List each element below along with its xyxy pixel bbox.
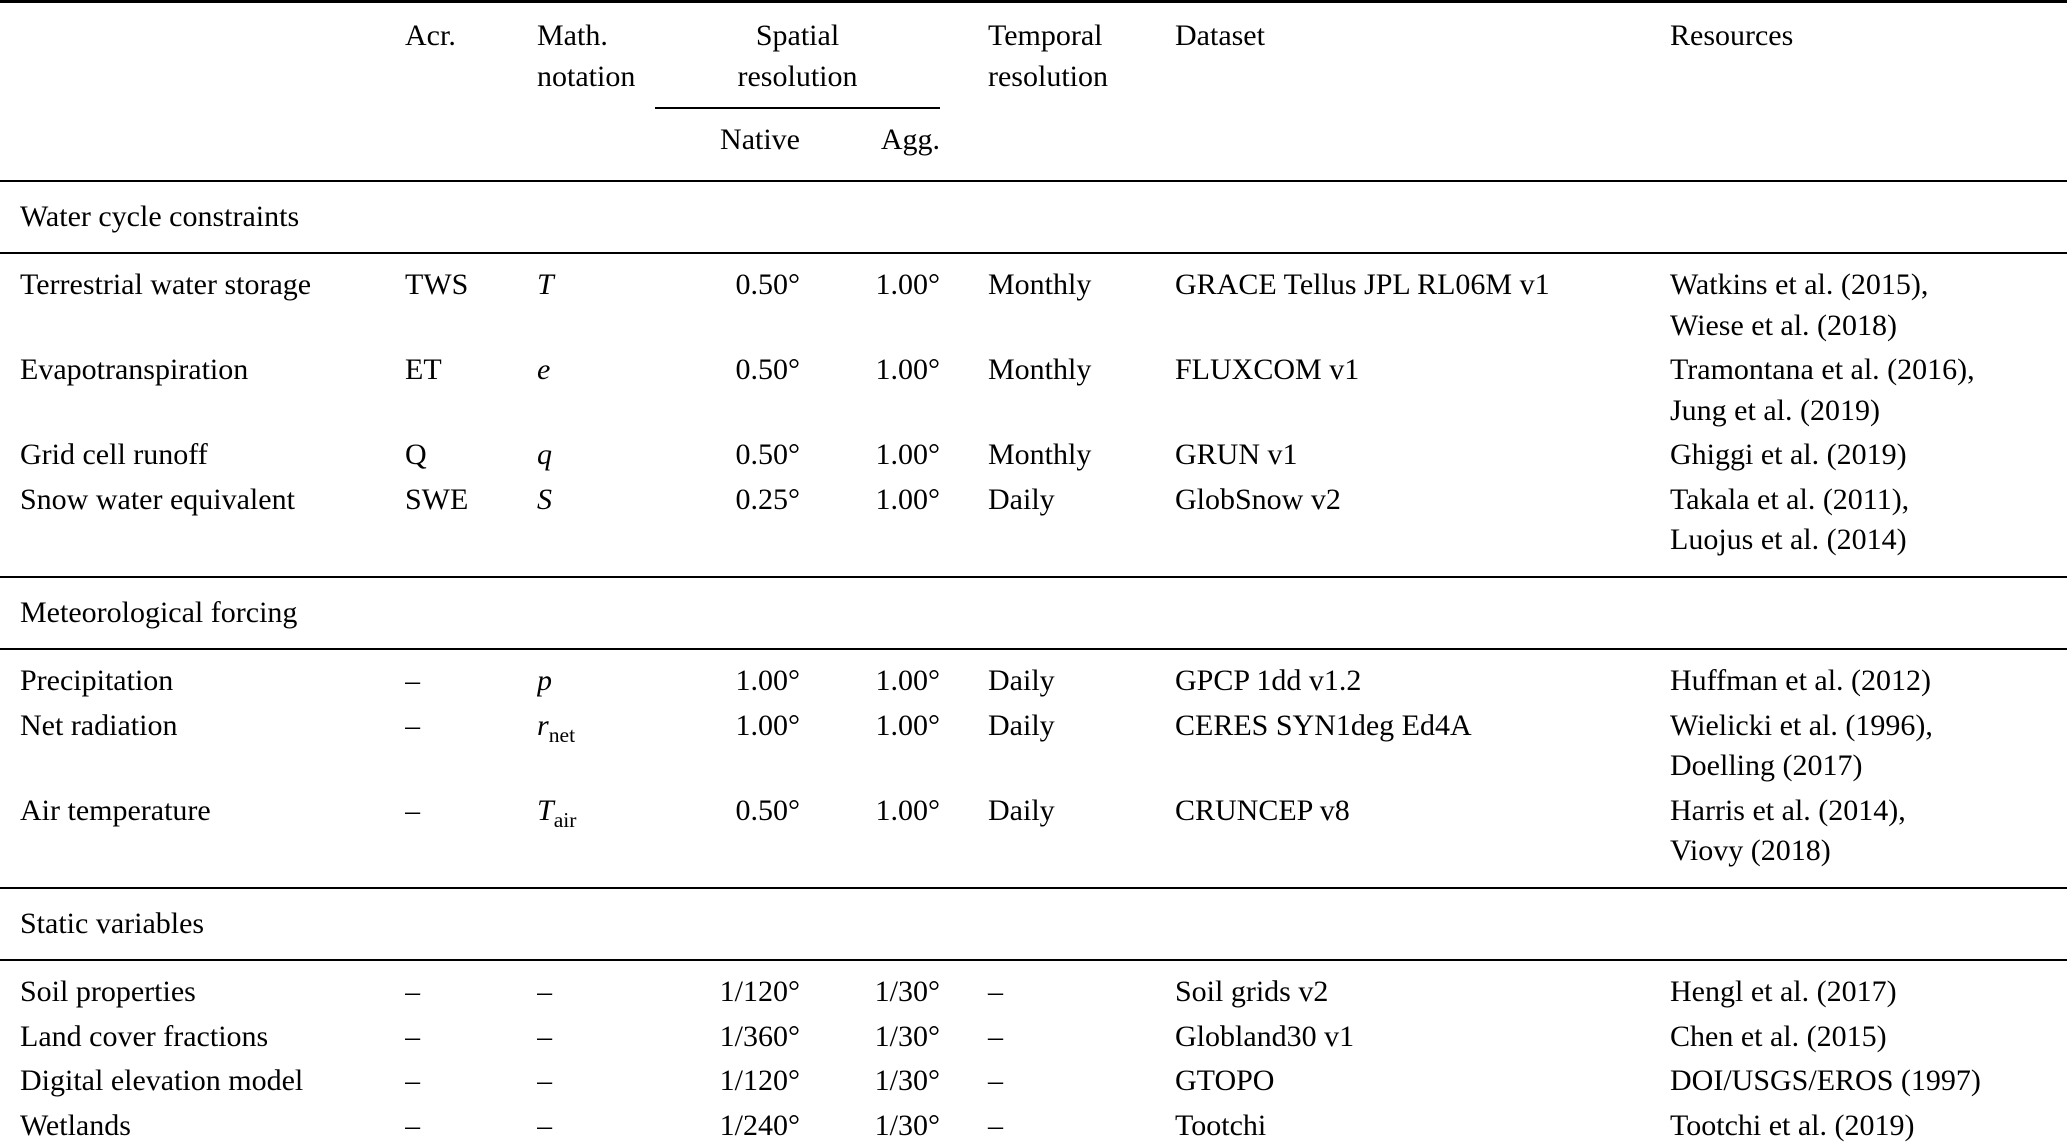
- native-resolution-cell: 1.00°: [735, 708, 800, 742]
- table-row: [0, 704, 2067, 789]
- math-notation-cell: $T_{air}$: [537, 793, 577, 832]
- resource-line: Viovy (2018): [1670, 834, 1831, 867]
- dataset-cell: GTOPO: [1175, 1064, 1275, 1097]
- dataset-cell: GlobSnow v2: [1175, 482, 1341, 516]
- math-notation-cell: p: [537, 664, 552, 697]
- variable-cell: Terrestrial water storage: [20, 268, 312, 301]
- aggregated-resolution-cell: 1.00°: [875, 708, 940, 742]
- section-rows: [0, 253, 2067, 577]
- resource-line: Doelling (2017): [1670, 749, 1863, 782]
- native-resolution-cell: 1/120°: [719, 1064, 800, 1097]
- dataset-cell: Soil grids v2: [1175, 975, 1329, 1008]
- variable-cell: Precipitation: [20, 664, 174, 697]
- acronym-cell: –: [405, 1108, 420, 1142]
- section-label: Water cycle constraints: [0, 181, 2067, 254]
- table-row: [0, 433, 2067, 478]
- resource-line: Huffman et al. (2012): [1670, 664, 1932, 697]
- dataset-cell: Globland30 v1: [1175, 1019, 1355, 1053]
- aggregated-resolution-cell: 1/30°: [874, 1019, 940, 1053]
- math-notation-cell: –: [537, 1108, 552, 1142]
- temporal-resolution-cell: Monthly: [988, 438, 1092, 471]
- section-rows: [0, 960, 2067, 1148]
- table-row: [0, 1104, 2067, 1148]
- table-row: [0, 1059, 2067, 1104]
- math-notation-cell: $r_{net}$: [537, 708, 576, 747]
- resources-cell: [1670, 1059, 2067, 1104]
- temporal-resolution-cell: Daily: [988, 793, 1055, 827]
- dataset-cell: GRUN v1: [1175, 438, 1298, 471]
- table-row: [0, 1015, 2067, 1060]
- table-row: [0, 478, 2067, 577]
- native-resolution-cell: 1.00°: [735, 664, 800, 697]
- aggregated-resolution-cell: 1.00°: [875, 482, 940, 516]
- aggregated-resolution-cell: 1.00°: [875, 268, 940, 301]
- aggregated-resolution-cell: 1.00°: [875, 353, 940, 386]
- section-label: Static variables: [0, 888, 2067, 961]
- variable-cell: Digital elevation model: [20, 1064, 304, 1097]
- temporal-resolution-cell: Daily: [988, 708, 1055, 742]
- table-row: [0, 649, 2067, 704]
- resources-cell: [1670, 348, 2067, 433]
- header-spatial-line1: Spatial: [755, 19, 840, 52]
- header-math-line2: notation: [537, 59, 636, 93]
- header-variable: [0, 2, 405, 181]
- native-resolution-cell: 0.50°: [735, 268, 800, 301]
- acronym-cell: –: [405, 1019, 420, 1053]
- dataset-cell: GRACE Tellus JPL RL06M v1: [1175, 268, 1550, 301]
- dataset-cell: GPCP 1dd v1.2: [1175, 664, 1362, 697]
- native-resolution-cell: 0.50°: [735, 353, 800, 386]
- variable-cell: Air temperature: [20, 793, 211, 827]
- math-notation-cell: –: [537, 1019, 552, 1053]
- section: [0, 888, 2067, 961]
- resources-cell: [1670, 433, 2067, 478]
- temporal-resolution-cell: Daily: [988, 482, 1055, 516]
- table-row: [0, 789, 2067, 888]
- header-spatial-line2: resolution: [737, 59, 858, 93]
- table-row: [0, 253, 2067, 348]
- temporal-resolution-cell: –: [988, 1019, 1003, 1053]
- temporal-resolution-cell: Monthly: [988, 353, 1092, 386]
- resource-line: Wielicki et al. (1996),: [1670, 708, 1933, 742]
- section: [0, 577, 2067, 650]
- resource-line: Chen et al. (2015): [1670, 1019, 1887, 1053]
- variable-cell: Soil properties: [20, 975, 196, 1008]
- resource-line: Watkins et al. (2015),: [1670, 268, 1929, 301]
- header-math-line1: Math.: [537, 19, 608, 52]
- resource-line: Hengl et al. (2017): [1670, 975, 1897, 1008]
- math-notation-cell: –: [537, 975, 552, 1008]
- acronym-cell: –: [405, 708, 420, 742]
- dataset-cell: CRUNCEP v8: [1175, 793, 1350, 827]
- aggregated-resolution-cell: 1/30°: [874, 1108, 940, 1142]
- dataset-cell: CERES SYN1deg Ed4A: [1175, 708, 1472, 742]
- variable-cell: Snow water equivalent: [20, 482, 295, 516]
- acronym-cell: SWE: [405, 482, 469, 516]
- variable-cell: Evapotranspiration: [20, 353, 249, 386]
- table-row: [0, 348, 2067, 433]
- resources-cell: [1670, 649, 2067, 704]
- math-notation-cell: e: [537, 353, 551, 386]
- acronym-cell: Q: [405, 438, 427, 471]
- resources-cell: [1670, 1015, 2067, 1060]
- native-resolution-cell: 1/360°: [719, 1019, 800, 1053]
- math-notation-cell: –: [537, 1064, 552, 1097]
- resource-line: Takala et al. (2011),: [1670, 482, 1910, 516]
- dataset-cell: FLUXCOM v1: [1175, 353, 1360, 386]
- acronym-cell: TWS: [405, 268, 469, 301]
- variable-cell: Wetlands: [20, 1108, 131, 1142]
- temporal-resolution-cell: Monthly: [988, 268, 1092, 301]
- section-label-row: [0, 181, 2067, 254]
- temporal-resolution-cell: –: [988, 1108, 1003, 1142]
- resource-line: Luojus et al. (2014): [1670, 523, 1907, 556]
- variable-cell: Net radiation: [20, 708, 178, 742]
- temporal-resolution-cell: –: [988, 975, 1003, 1008]
- native-resolution-cell: 1/120°: [719, 975, 800, 1008]
- temporal-resolution-cell: –: [988, 1064, 1003, 1097]
- header-acr: Acr.: [405, 19, 456, 52]
- acronym-cell: –: [405, 793, 420, 827]
- header-temporal-line1: Temporal: [988, 19, 1103, 52]
- acronym-cell: –: [405, 1064, 420, 1097]
- temporal-resolution-cell: Daily: [988, 664, 1055, 697]
- resources-cell: [1670, 789, 2067, 888]
- resources-cell: [1670, 704, 2067, 789]
- resources-cell: [1670, 1104, 2067, 1148]
- variable-cell: Land cover fractions: [20, 1019, 269, 1053]
- table-row: [0, 960, 2067, 1015]
- table-header: [0, 2, 2067, 181]
- header-dataset: Dataset: [1175, 19, 1265, 52]
- header-math-notation: [537, 2, 655, 181]
- acronym-cell: –: [405, 664, 420, 697]
- native-resolution-cell: 1/240°: [719, 1108, 800, 1142]
- resource-line: Tootchi et al. (2019): [1670, 1108, 1915, 1142]
- resources-cell: [1670, 253, 2067, 348]
- variable-cell: Grid cell runoff: [20, 438, 208, 471]
- math-notation-cell: q: [537, 438, 552, 471]
- resource-line: DOI/USGS/EROS (1997): [1670, 1064, 1981, 1097]
- native-resolution-cell: 0.50°: [735, 438, 800, 471]
- header-temporal-resolution: [940, 2, 1175, 181]
- resource-line: Tramontana et al. (2016),: [1670, 353, 1975, 386]
- aggregated-resolution-cell: 1.00°: [875, 793, 940, 827]
- resource-line: Wiese et al. (2018): [1670, 308, 1898, 342]
- header-agg: Agg.: [880, 123, 940, 156]
- aggregated-resolution-cell: 1.00°: [875, 438, 940, 471]
- section: [0, 181, 2067, 254]
- aggregated-resolution-cell: 1/30°: [874, 1064, 940, 1097]
- section-rows: [0, 649, 2067, 888]
- header-resources: Resources: [1670, 19, 1794, 52]
- resource-line: Ghiggi et al. (2019): [1670, 438, 1907, 471]
- aggregated-resolution-cell: 1.00°: [875, 664, 940, 697]
- section-label-row: [0, 577, 2067, 650]
- header-temporal-line2: resolution: [988, 59, 1108, 93]
- acronym-cell: –: [405, 975, 420, 1008]
- section-label-row: [0, 888, 2067, 961]
- math-notation-cell: T: [537, 268, 554, 301]
- resource-line: Harris et al. (2014),: [1670, 793, 1906, 827]
- header-native: Native: [720, 123, 800, 156]
- dataset-cell: Tootchi: [1175, 1108, 1267, 1142]
- resources-cell: [1670, 478, 2067, 577]
- acronym-cell: ET: [405, 353, 442, 386]
- resources-cell: [1670, 960, 2067, 1015]
- native-resolution-cell: 0.50°: [735, 793, 800, 827]
- aggregated-resolution-cell: 1/30°: [874, 975, 940, 1008]
- math-notation-cell: S: [537, 482, 552, 516]
- resource-line: Jung et al. (2019): [1670, 393, 1880, 427]
- spatial-resolution-group: [655, 16, 940, 109]
- native-resolution-cell: 0.25°: [735, 482, 800, 516]
- section-label: Meteorological forcing: [0, 577, 2067, 650]
- header-spatial-resolution: [655, 2, 940, 112]
